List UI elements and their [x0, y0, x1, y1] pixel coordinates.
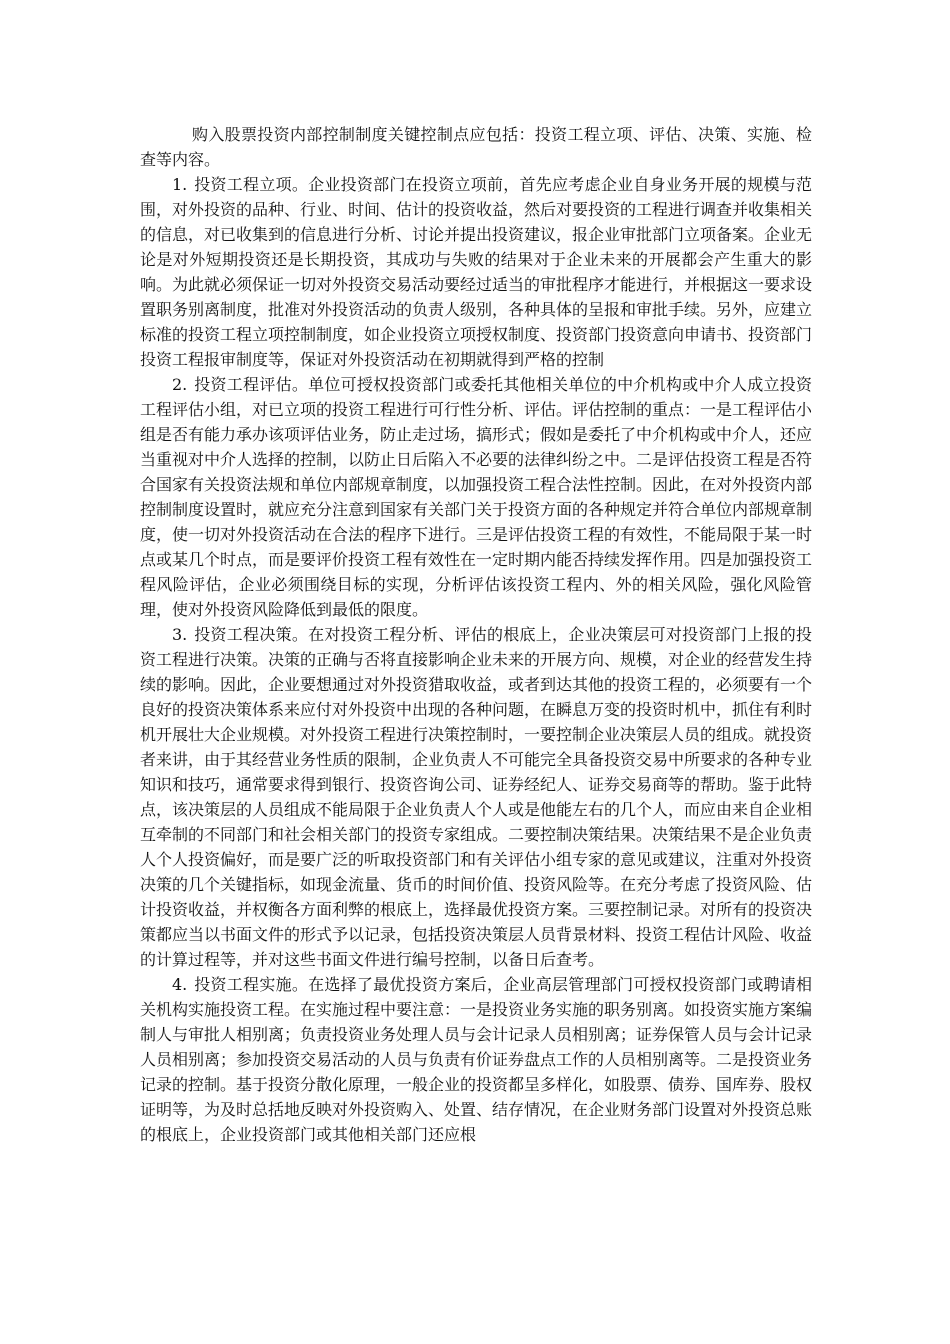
section-4-text: 投资工程实施。在选择了最优投资方案后，企业高层管理部门可授权投资部门或聘请相关机构实施投资工程。在实施过程中要注意：一是投资业务实施的职务别离。如投资实施方案编制人与审批人相别离；负责投资业务处理人员与会计记录人员相别离；证券保管人员与会计记录人员相别离；参加投资交易活动的人员与负责有价证券盘点工作的人员相别离等。二是投资业务记录的控制。基于投资分散化原理，一般企业的投资都呈多样化，如股票、债券、国库券、股权证明等，为及时总括地反映对外投资购入、处置、结存情况，在企业财务部门设置对外投资总账的根底上，企业投资部门或其他相关部门还应根 [140, 975, 813, 1144]
document-page [140, 122, 812, 1147]
section-4-paragraph [140, 972, 812, 1147]
section-2-paragraph [140, 372, 812, 622]
section-3-text: 投资工程决策。在对投资工程分析、评估的根底上，企业决策层可对投资部门上报的投资工程进行决策。决策的正确与否将直接影响企业未来的开展方向、规模，对企业的经营发生持续的影响。因此，企业要想通过对外投资猎取收益，或者到达其他的投资工程的，必须要有一个良好的投资决策体系来应付对外投资中出现的各种问题，在瞬息万变的投资时机中，抓住有利时机开展壮大企业规模。对外投资工程进行决策控制时，一要控制企业决策层人员的组成。就投资者来讲，由于其经营业务性质的限制，企业负责人不可能完全具备投资交易中所要求的各种专业知识和技巧，通常要求得到银行、投资咨询公司、证券经纪人、证券交易商等的帮助。鉴于此特点，该决策层的人员组成不能局限于企业负责人个人或是他能左右的几个人，而应由来自企业相互牵制的不同部门和社会相关部门的投资专家组成。二要控制决策结果。决策结果不是企业负责人个人投资偏好，而是要广泛的听取投资部门和有关评估小组专家的意见或建议，注重对外投资决策的几个关键指标，如现金流量、货币的时间价值、投资风险等。在充分考虑了投资风险、估计投资收益，并权衡各方面利弊的根底上，选择最优投资方案。三要控制记录。对所有的投资决策都应当以书面文件的形式予以记录，包括投资决策层人员背景材料、投资工程估计风险、收益的计算过程等，并对这些书面文件进行编号控制，以备日后查考。 [140, 625, 813, 969]
section-4-number: 4. [172, 975, 188, 994]
section-2-text: 投资工程评估。单位可授权投资部门或委托其他相关单位的中介机构或中介人成立投资工程评估小组，对已立项的投资工程进行可行性分析、评估。评估控制的重点：一是工程评估小组是否有能力承办该项评估业务，防止走过场，搞形式；假如是委托了中介机构或中介人，还应当重视对中介人选择的控制，以防止日后陷入不必要的法律纠纷之中。二是评估投资工程是否符合国家有关投资法规和单位内部规章制度，以加强投资工程合法性控制。因此，在对外投资内部控制制度设置时，就应充分注意到国家有关部门关于投资方面的各种规定并符合单位内部规章制度，使一切对外投资活动在合法的程序下进行。三是评估投资工程的有效性，不能局限于某一时点或某几个时点，而是要评价投资工程有效性在一定时期内能否持续发挥作用。四是加强投资工程风险评估，企业必须围绕目标的实现，分析评估该投资工程内、外的相关风险，强化风险管理，使对外投资风险降低到最低的限度。 [140, 375, 813, 619]
section-2-number: 2. [172, 375, 188, 394]
section-3-number: 3. [172, 625, 188, 644]
section-1-text: 投资工程立项。企业投资部门在投资立项前，首先应考虑企业自身业务开展的规模与范围，对外投资的品种、行业、时间、估计的投资收益，然后对要投资的工程进行调查并收集相关的信息，对已收集到的信息进行分析、讨论并提出投资建议，报企业审批部门立项备案。企业无论是对外短期投资还是长期投资，其成功与失败的结果对于企业未来的开展都会产生重大的影响。为此就必须保证一切对外投资交易活动要经过适当的审批程序才能进行，并根据这一要求设置职务别离制度，批准对外投资活动的负责人级别，各种具体的呈报和审批手续。另外，应建立标准的投资工程立项控制制度，如企业投资立项授权制度、投资部门投资意向申请书、投资部门投资工程报审制度等，保证对外投资活动在初期就得到严格的控制 [140, 175, 813, 369]
section-1-number: 1. [172, 175, 188, 194]
section-1-paragraph [140, 172, 812, 372]
section-3-paragraph [140, 622, 812, 972]
intro-paragraph: 购入股票投资内部控制制度关键控制点应包括：投资工程立项、评估、决策、实施、检查等内容。 [140, 125, 812, 169]
